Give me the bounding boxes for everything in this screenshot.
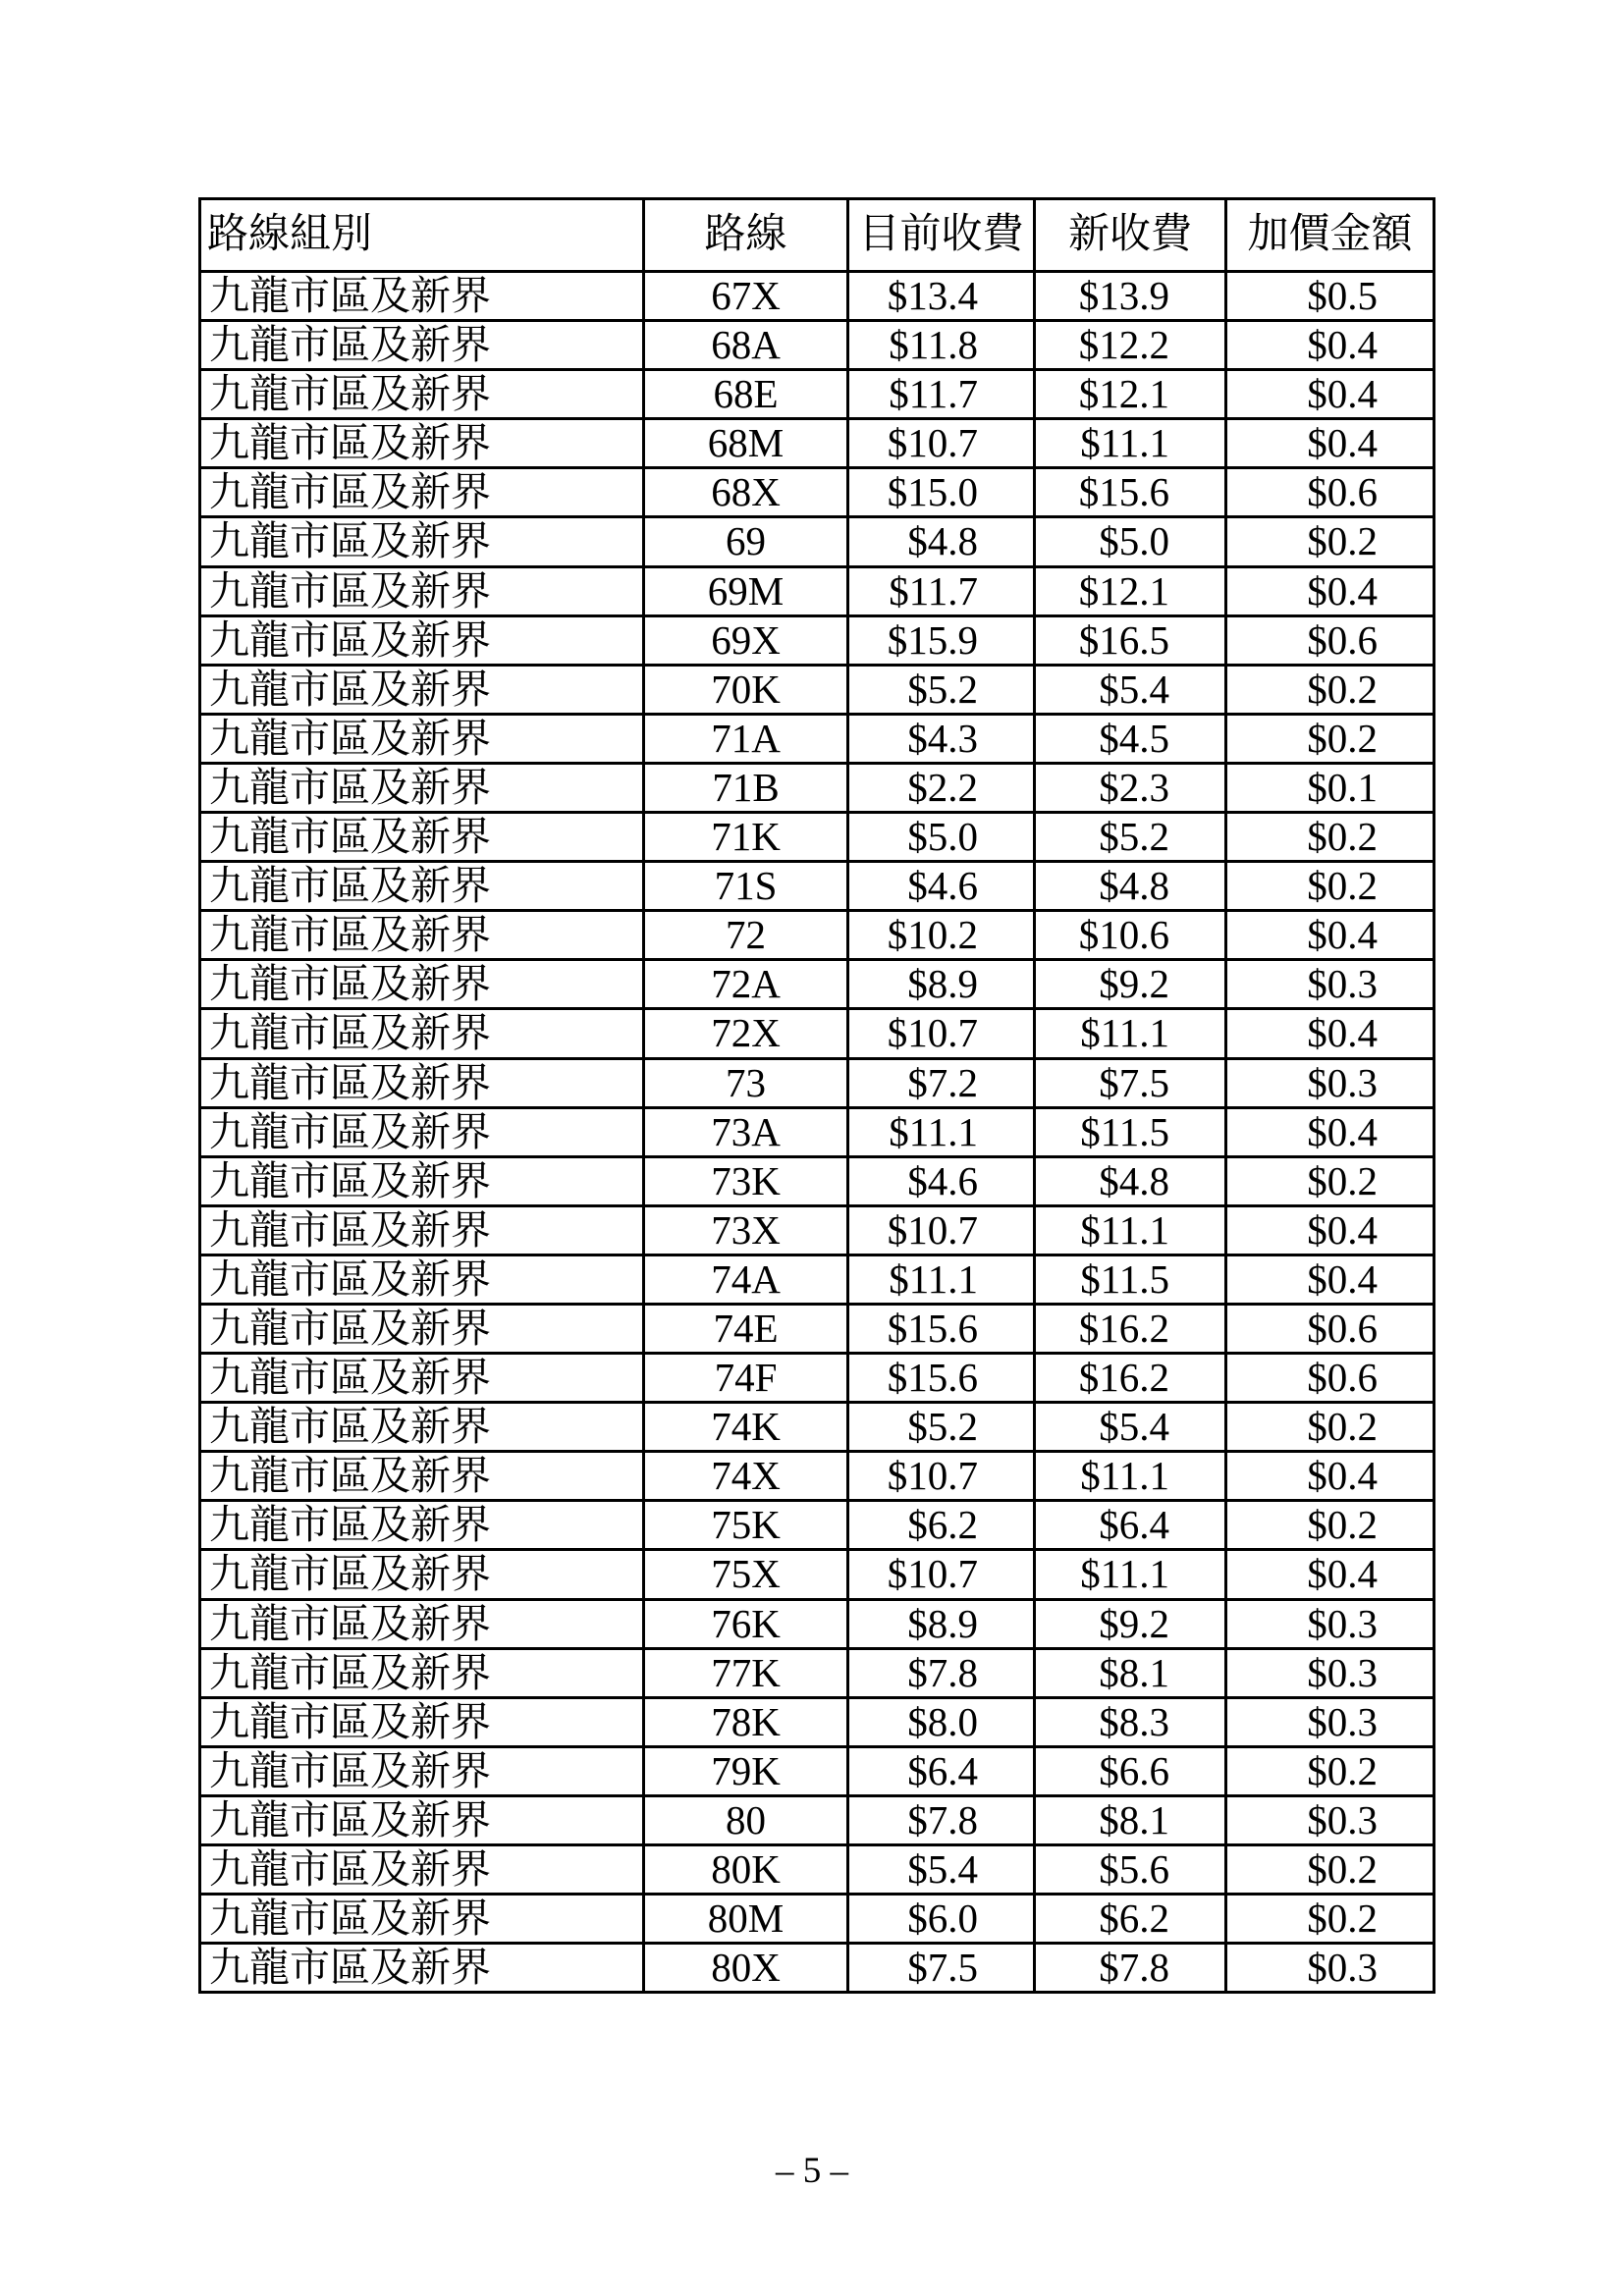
cell-increase-amount: $0.2 xyxy=(1226,1501,1435,1550)
cell-increase-amount: $0.4 xyxy=(1226,911,1435,960)
table-row xyxy=(200,272,1435,321)
cell-route: 68X xyxy=(644,468,848,517)
cell-new-fare: $8.1 xyxy=(1035,1648,1226,1697)
cell-route: 71S xyxy=(644,862,848,911)
cell-current-fare: $6.4 xyxy=(848,1746,1035,1795)
table-row xyxy=(200,763,1435,812)
cell-route-group: 九龍市區及新界 xyxy=(200,517,644,566)
cell-new-fare: $11.1 xyxy=(1035,1009,1226,1058)
table-row xyxy=(200,566,1435,615)
cell-increase-amount: $0.4 xyxy=(1226,1107,1435,1156)
table-row xyxy=(200,1944,1435,1993)
cell-route: 68E xyxy=(644,370,848,419)
cell-route: 74X xyxy=(644,1452,848,1501)
cell-route: 78K xyxy=(644,1697,848,1746)
cell-route: 69X xyxy=(644,615,848,665)
cell-route-group: 九龍市區及新界 xyxy=(200,911,644,960)
cell-increase-amount: $0.2 xyxy=(1226,1895,1435,1944)
cell-route-group: 九龍市區及新界 xyxy=(200,1255,644,1304)
cell-route-group: 九龍市區及新界 xyxy=(200,1107,644,1156)
column-header-route: 路線 xyxy=(644,199,848,272)
cell-route-group: 九龍市區及新界 xyxy=(200,1944,644,1993)
cell-new-fare: $16.2 xyxy=(1035,1354,1226,1403)
cell-increase-amount: $0.2 xyxy=(1226,517,1435,566)
cell-current-fare: $10.7 xyxy=(848,419,1035,468)
cell-route: 72X xyxy=(644,1009,848,1058)
cell-route: 77K xyxy=(644,1648,848,1697)
cell-route: 73 xyxy=(644,1058,848,1107)
cell-new-fare: $5.4 xyxy=(1035,1403,1226,1452)
cell-current-fare: $5.2 xyxy=(848,665,1035,714)
cell-current-fare: $7.5 xyxy=(848,1944,1035,1993)
fare-table-header xyxy=(200,199,1435,272)
cell-new-fare: $11.1 xyxy=(1035,1452,1226,1501)
cell-route-group: 九龍市區及新界 xyxy=(200,615,644,665)
cell-increase-amount: $0.2 xyxy=(1226,665,1435,714)
table-row xyxy=(200,1255,1435,1304)
cell-increase-amount: $0.4 xyxy=(1226,1550,1435,1599)
table-row xyxy=(200,1599,1435,1648)
cell-current-fare: $8.9 xyxy=(848,1599,1035,1648)
cell-route-group: 九龍市區及新界 xyxy=(200,1452,644,1501)
table-row xyxy=(200,960,1435,1009)
cell-route: 67X xyxy=(644,272,848,321)
table-row xyxy=(200,862,1435,911)
header-row xyxy=(200,199,1435,272)
cell-route: 79K xyxy=(644,1746,848,1795)
cell-new-fare: $5.0 xyxy=(1035,517,1226,566)
cell-route-group: 九龍市區及新界 xyxy=(200,1205,644,1255)
cell-route-group: 九龍市區及新界 xyxy=(200,1058,644,1107)
fare-table xyxy=(198,197,1435,1994)
cell-route-group: 九龍市區及新界 xyxy=(200,1403,644,1452)
cell-route-group: 九龍市區及新界 xyxy=(200,1354,644,1403)
cell-route: 80 xyxy=(644,1795,848,1844)
cell-current-fare: $13.4 xyxy=(848,272,1035,321)
cell-route-group: 九龍市區及新界 xyxy=(200,1648,644,1697)
cell-new-fare: $5.2 xyxy=(1035,813,1226,862)
cell-increase-amount: $0.4 xyxy=(1226,1205,1435,1255)
table-row xyxy=(200,321,1435,370)
cell-increase-amount: $0.2 xyxy=(1226,1156,1435,1205)
cell-current-fare: $5.4 xyxy=(848,1845,1035,1895)
cell-route-group: 九龍市區及新界 xyxy=(200,321,644,370)
cell-current-fare: $15.6 xyxy=(848,1304,1035,1353)
cell-current-fare: $11.1 xyxy=(848,1255,1035,1304)
cell-route-group: 九龍市區及新界 xyxy=(200,1304,644,1353)
cell-increase-amount: $0.4 xyxy=(1226,321,1435,370)
cell-current-fare: $10.7 xyxy=(848,1550,1035,1599)
cell-new-fare: $16.5 xyxy=(1035,615,1226,665)
cell-new-fare: $15.6 xyxy=(1035,468,1226,517)
cell-increase-amount: $0.2 xyxy=(1226,862,1435,911)
cell-new-fare: $9.2 xyxy=(1035,1599,1226,1648)
cell-increase-amount: $0.2 xyxy=(1226,714,1435,763)
table-row xyxy=(200,1746,1435,1795)
cell-increase-amount: $0.6 xyxy=(1226,1354,1435,1403)
cell-route: 71A xyxy=(644,714,848,763)
column-header-route-group: 路線組別 xyxy=(200,199,644,272)
table-row xyxy=(200,1795,1435,1844)
cell-new-fare: $7.5 xyxy=(1035,1058,1226,1107)
table-row xyxy=(200,1845,1435,1895)
table-row xyxy=(200,1205,1435,1255)
table-row xyxy=(200,665,1435,714)
table-row xyxy=(200,468,1435,517)
table-row xyxy=(200,911,1435,960)
cell-new-fare: $12.1 xyxy=(1035,566,1226,615)
table-row xyxy=(200,1648,1435,1697)
cell-increase-amount: $0.4 xyxy=(1226,370,1435,419)
cell-route-group: 九龍市區及新界 xyxy=(200,665,644,714)
cell-new-fare: $7.8 xyxy=(1035,1944,1226,1993)
cell-route: 69M xyxy=(644,566,848,615)
column-header-current-fare: 目前收費 xyxy=(848,199,1035,272)
cell-route-group: 九龍市區及新界 xyxy=(200,1599,644,1648)
cell-current-fare: $7.2 xyxy=(848,1058,1035,1107)
cell-route: 80M xyxy=(644,1895,848,1944)
cell-increase-amount: $0.3 xyxy=(1226,1648,1435,1697)
cell-increase-amount: $0.1 xyxy=(1226,763,1435,812)
cell-route-group: 九龍市區及新界 xyxy=(200,272,644,321)
cell-new-fare: $12.2 xyxy=(1035,321,1226,370)
cell-route-group: 九龍市區及新界 xyxy=(200,419,644,468)
cell-route: 74A xyxy=(644,1255,848,1304)
cell-increase-amount: $0.5 xyxy=(1226,272,1435,321)
table-row xyxy=(200,813,1435,862)
table-row xyxy=(200,615,1435,665)
cell-current-fare: $11.1 xyxy=(848,1107,1035,1156)
cell-new-fare: $4.5 xyxy=(1035,714,1226,763)
cell-new-fare: $8.3 xyxy=(1035,1697,1226,1746)
cell-current-fare: $4.3 xyxy=(848,714,1035,763)
page-number: – 5 – xyxy=(776,2151,848,2191)
table-row xyxy=(200,1697,1435,1746)
cell-current-fare: $11.8 xyxy=(848,321,1035,370)
cell-route: 80K xyxy=(644,1845,848,1895)
cell-increase-amount: $0.6 xyxy=(1226,615,1435,665)
table-row xyxy=(200,517,1435,566)
cell-current-fare: $4.6 xyxy=(848,1156,1035,1205)
cell-current-fare: $10.7 xyxy=(848,1009,1035,1058)
cell-increase-amount: $0.4 xyxy=(1226,419,1435,468)
cell-new-fare: $11.1 xyxy=(1035,1205,1226,1255)
cell-route-group: 九龍市區及新界 xyxy=(200,566,644,615)
cell-route-group: 九龍市區及新界 xyxy=(200,370,644,419)
table-row xyxy=(200,1107,1435,1156)
table-row xyxy=(200,714,1435,763)
cell-increase-amount: $0.6 xyxy=(1226,1304,1435,1353)
cell-route-group: 九龍市區及新界 xyxy=(200,1156,644,1205)
cell-new-fare: $13.9 xyxy=(1035,272,1226,321)
cell-current-fare: $15.9 xyxy=(848,615,1035,665)
cell-route: 73A xyxy=(644,1107,848,1156)
cell-current-fare: $8.0 xyxy=(848,1697,1035,1746)
cell-current-fare: $2.2 xyxy=(848,763,1035,812)
cell-current-fare: $5.0 xyxy=(848,813,1035,862)
table-row xyxy=(200,1304,1435,1353)
cell-new-fare: $11.1 xyxy=(1035,419,1226,468)
table-row xyxy=(200,1501,1435,1550)
cell-route: 68A xyxy=(644,321,848,370)
cell-current-fare: $10.7 xyxy=(848,1205,1035,1255)
table-row xyxy=(200,1354,1435,1403)
table-row xyxy=(200,1009,1435,1058)
table-row xyxy=(200,1550,1435,1599)
cell-increase-amount: $0.3 xyxy=(1226,1697,1435,1746)
cell-route-group: 九龍市區及新界 xyxy=(200,1009,644,1058)
cell-increase-amount: $0.3 xyxy=(1226,1944,1435,1993)
cell-new-fare: $11.1 xyxy=(1035,1550,1226,1599)
cell-route-group: 九龍市區及新界 xyxy=(200,763,644,812)
cell-route: 80X xyxy=(644,1944,848,1993)
cell-route-group: 九龍市區及新界 xyxy=(200,813,644,862)
cell-current-fare: $15.6 xyxy=(848,1354,1035,1403)
cell-route: 75X xyxy=(644,1550,848,1599)
cell-current-fare: $5.2 xyxy=(848,1403,1035,1452)
cell-new-fare: $6.4 xyxy=(1035,1501,1226,1550)
cell-route: 71K xyxy=(644,813,848,862)
cell-new-fare: $4.8 xyxy=(1035,862,1226,911)
cell-route: 72A xyxy=(644,960,848,1009)
cell-increase-amount: $0.6 xyxy=(1226,468,1435,517)
cell-new-fare: $5.4 xyxy=(1035,665,1226,714)
cell-new-fare: $11.5 xyxy=(1035,1107,1226,1156)
cell-route-group: 九龍市區及新界 xyxy=(200,714,644,763)
cell-current-fare: $10.2 xyxy=(848,911,1035,960)
table-row xyxy=(200,1058,1435,1107)
cell-new-fare: $5.6 xyxy=(1035,1845,1226,1895)
cell-current-fare: $4.6 xyxy=(848,862,1035,911)
cell-route: 74E xyxy=(644,1304,848,1353)
cell-increase-amount: $0.3 xyxy=(1226,1599,1435,1648)
cell-route: 75K xyxy=(644,1501,848,1550)
table-row xyxy=(200,419,1435,468)
cell-increase-amount: $0.4 xyxy=(1226,1255,1435,1304)
table-row xyxy=(200,1895,1435,1944)
table-row xyxy=(200,370,1435,419)
cell-current-fare: $10.7 xyxy=(848,1452,1035,1501)
cell-route: 71B xyxy=(644,763,848,812)
cell-current-fare: $6.0 xyxy=(848,1895,1035,1944)
table-row xyxy=(200,1403,1435,1452)
cell-current-fare: $8.9 xyxy=(848,960,1035,1009)
table-row xyxy=(200,1452,1435,1501)
cell-route: 74F xyxy=(644,1354,848,1403)
fare-table-body xyxy=(200,272,1435,1993)
cell-increase-amount: $0.3 xyxy=(1226,960,1435,1009)
cell-current-fare: $7.8 xyxy=(848,1795,1035,1844)
cell-increase-amount: $0.4 xyxy=(1226,566,1435,615)
cell-route: 70K xyxy=(644,665,848,714)
cell-route-group: 九龍市區及新界 xyxy=(200,1501,644,1550)
cell-increase-amount: $0.2 xyxy=(1226,1746,1435,1795)
column-header-new-fare: 新收費 xyxy=(1035,199,1226,272)
cell-current-fare: $6.2 xyxy=(848,1501,1035,1550)
cell-new-fare: $8.1 xyxy=(1035,1795,1226,1844)
table-row xyxy=(200,1156,1435,1205)
cell-current-fare: $7.8 xyxy=(848,1648,1035,1697)
cell-route-group: 九龍市區及新界 xyxy=(200,1795,644,1844)
cell-route: 69 xyxy=(644,517,848,566)
cell-route-group: 九龍市區及新界 xyxy=(200,960,644,1009)
cell-route: 73X xyxy=(644,1205,848,1255)
column-header-increase: 加價金額 xyxy=(1226,199,1435,272)
cell-new-fare: $2.3 xyxy=(1035,763,1226,812)
cell-route-group: 九龍市區及新界 xyxy=(200,468,644,517)
cell-route: 74K xyxy=(644,1403,848,1452)
cell-new-fare: $4.8 xyxy=(1035,1156,1226,1205)
cell-current-fare: $11.7 xyxy=(848,370,1035,419)
cell-increase-amount: $0.4 xyxy=(1226,1452,1435,1501)
cell-increase-amount: $0.2 xyxy=(1226,1845,1435,1895)
cell-route-group: 九龍市區及新界 xyxy=(200,1845,644,1895)
cell-route: 76K xyxy=(644,1599,848,1648)
cell-route-group: 九龍市區及新界 xyxy=(200,862,644,911)
cell-route-group: 九龍市區及新界 xyxy=(200,1746,644,1795)
cell-current-fare: $4.8 xyxy=(848,517,1035,566)
cell-increase-amount: $0.3 xyxy=(1226,1795,1435,1844)
cell-current-fare: $11.7 xyxy=(848,566,1035,615)
cell-increase-amount: $0.4 xyxy=(1226,1009,1435,1058)
cell-route-group: 九龍市區及新界 xyxy=(200,1895,644,1944)
cell-route: 72 xyxy=(644,911,848,960)
cell-increase-amount: $0.2 xyxy=(1226,813,1435,862)
cell-new-fare: $6.6 xyxy=(1035,1746,1226,1795)
cell-route: 73K xyxy=(644,1156,848,1205)
cell-new-fare: $12.1 xyxy=(1035,370,1226,419)
cell-new-fare: $11.5 xyxy=(1035,1255,1226,1304)
cell-increase-amount: $0.2 xyxy=(1226,1403,1435,1452)
cell-route: 68M xyxy=(644,419,848,468)
cell-route-group: 九龍市區及新界 xyxy=(200,1697,644,1746)
cell-new-fare: $16.2 xyxy=(1035,1304,1226,1353)
cell-new-fare: $10.6 xyxy=(1035,911,1226,960)
cell-route-group: 九龍市區及新界 xyxy=(200,1550,644,1599)
cell-increase-amount: $0.3 xyxy=(1226,1058,1435,1107)
cell-new-fare: $9.2 xyxy=(1035,960,1226,1009)
cell-new-fare: $6.2 xyxy=(1035,1895,1226,1944)
cell-current-fare: $15.0 xyxy=(848,468,1035,517)
